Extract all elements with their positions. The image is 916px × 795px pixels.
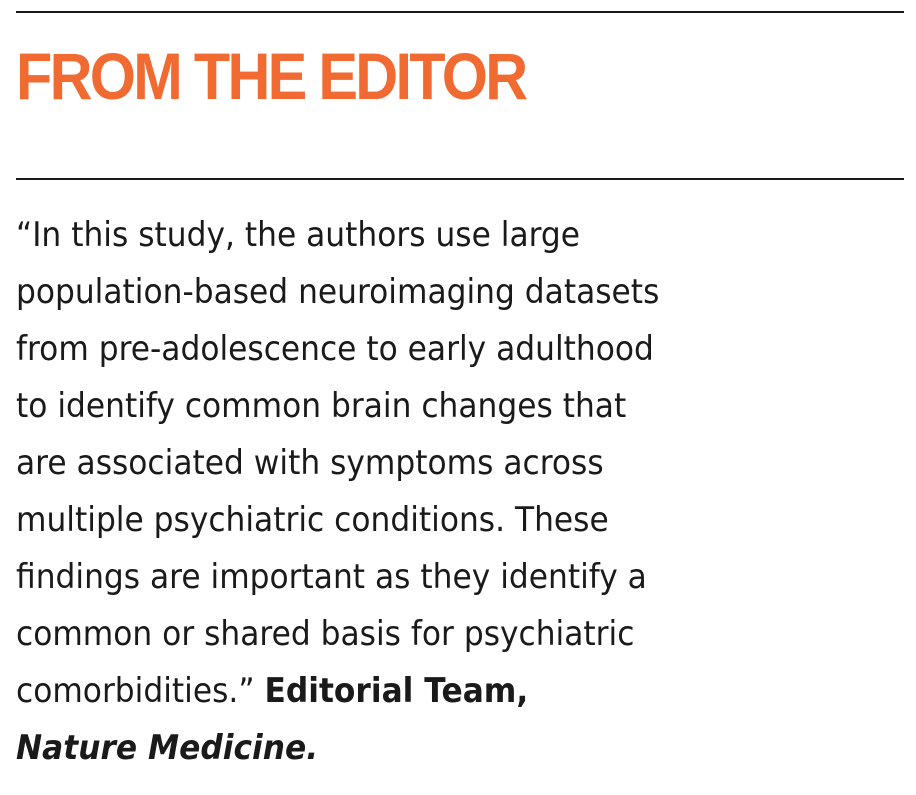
editor-quote [16, 207, 826, 777]
quote-line: are associated with symptoms across [16, 443, 604, 483]
quote-line: population-based neuroimaging datasets [16, 272, 660, 312]
quote-line: from pre-adolescence to early adulthood [16, 329, 654, 369]
quote-line: findings are important as they identify a [16, 557, 647, 597]
attribution: Editorial Team, [264, 671, 529, 711]
quote-line: comorbidities.” [16, 671, 255, 711]
quote-line: multiple psychiatric conditions. These [16, 500, 609, 540]
quote-line: common or shared basis for psychiatric [16, 614, 635, 654]
section-heading: FROM THE EDITOR [16, 39, 526, 113]
quote-line: “In this study, the authors use large [16, 215, 581, 255]
heading-divider [16, 178, 904, 180]
journal-name: Nature Medicine. [16, 728, 319, 768]
quote-last-line [16, 663, 826, 720]
top-divider [16, 11, 904, 13]
quote-line: to identify common brain changes that [16, 386, 627, 426]
